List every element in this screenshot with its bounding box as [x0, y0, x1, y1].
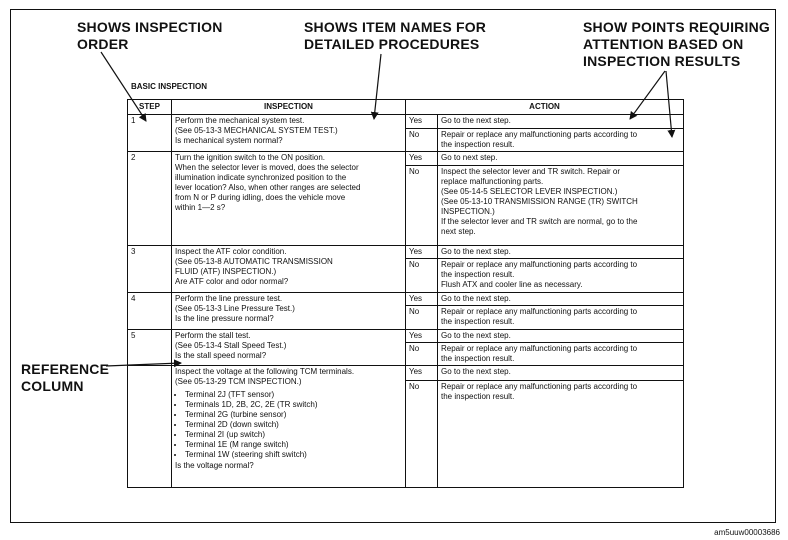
terminal-item: • Terminal 1E (M range switch)	[185, 440, 402, 450]
no-label: No	[406, 381, 438, 488]
action-line: (See 05-14-5 SELECTOR LEVER INSPECTION.)	[441, 187, 618, 196]
section-title: BASIC INSPECTION	[131, 82, 208, 91]
inspection-question: Is the voltage normal?	[175, 461, 254, 470]
inspection-line: Is mechanical system normal?	[175, 136, 283, 145]
inspection-line: (See 05-13-8 AUTOMATIC TRANSMISSION	[175, 257, 333, 266]
step-number: 5	[128, 330, 172, 366]
terminal-item: • Terminals 1D, 2B, 2C, 2E (TR switch)	[185, 400, 402, 410]
callout-line: SHOWS INSPECTION	[77, 19, 223, 35]
callout-line: SHOW POINTS REQUIRING	[583, 19, 770, 35]
inspection-line: illumination indicate synchronized position to the	[175, 173, 347, 182]
yes-label: Yes	[406, 246, 438, 259]
yes-label: Yes	[406, 366, 438, 381]
arrow-reference-column	[106, 363, 181, 366]
inspection-line: Is the stall speed normal?	[175, 351, 267, 360]
step-number: 2	[128, 152, 172, 246]
inspection-line: (See 05-13-3 MECHANICAL SYSTEM TEST.)	[175, 126, 338, 135]
terminal-item: • Terminal 2D (down switch)	[185, 420, 402, 430]
inspection-line: (See 05-13-29 TCM INSPECTION.)	[175, 377, 302, 386]
terminal-item: • Terminal 2J (TFT sensor)	[185, 390, 402, 400]
inspection-line: from N or P during idling, does the vehicle move	[175, 193, 346, 202]
action-line: (See 05-13-10 TRANSMISSION RANGE (TR) SWITCH	[441, 197, 638, 206]
action-line: If the selector lever and TR switch are normal, go to the	[441, 217, 638, 226]
header-step: STEP	[128, 100, 172, 115]
action-line: replace malfunctioning parts.	[441, 177, 544, 186]
action-line: Repair or replace any malfunctioning parts according to	[441, 130, 638, 139]
yes-label: Yes	[406, 330, 438, 343]
action-line: the inspection result.	[441, 270, 515, 279]
yes-label: Yes	[406, 152, 438, 166]
action-line: the inspection result.	[441, 140, 515, 149]
step-number: 3	[128, 246, 172, 293]
inspection-line: FLUID (ATF) INSPECTION.)	[175, 267, 277, 276]
action-line: Go to the next step.	[441, 294, 511, 303]
action-line: Go to the next step.	[441, 331, 511, 340]
inspection-line: Is the line pressure normal?	[175, 314, 274, 323]
terminal-item: • Terminal 2G (turbine sensor)	[185, 410, 402, 420]
callout-line: ATTENTION BASED ON	[583, 36, 744, 52]
no-label: No	[406, 306, 438, 330]
inspection-line: Perform the stall test.	[175, 331, 251, 340]
action-line: Go to next step.	[441, 153, 498, 162]
action-line: the inspection result.	[441, 392, 515, 401]
action-line: next step.	[441, 227, 476, 236]
inspection-line: Inspect the ATF color condition.	[175, 247, 287, 256]
inspection-line: Perform the line pressure test.	[175, 294, 283, 303]
yes-label: Yes	[406, 293, 438, 306]
action-line: Repair or replace any malfunctioning parts according to	[441, 260, 638, 269]
inspection-line: Inspect the voltage at the following TCM terminals.	[175, 367, 355, 376]
step-number: 1	[128, 115, 172, 152]
inspection-line: (See 05-13-4 Stall Speed Test.)	[175, 341, 287, 350]
inspection-line: Are ATF color and odor normal?	[175, 277, 289, 286]
inspection-line: When the selector lever is moved, does the selector	[175, 163, 359, 172]
action-line: Go to the next step.	[441, 116, 511, 125]
callout-line: SHOWS ITEM NAMES FOR	[304, 19, 487, 35]
callout-line: INSPECTION RESULTS	[583, 53, 741, 69]
action-line: Repair or replace any malfunctioning parts according to	[441, 382, 638, 391]
callout-line: COLUMN	[21, 378, 84, 394]
action-line: the inspection result.	[441, 317, 515, 326]
callout-line: ORDER	[77, 36, 129, 52]
inspection-line: Perform the mechanical system test.	[175, 116, 305, 125]
action-line: Flush ATX and cooler line as necessary.	[441, 280, 583, 289]
no-label: No	[406, 166, 438, 246]
no-label: No	[406, 129, 438, 152]
action-line: Go to the next step.	[441, 247, 511, 256]
figure-code: am5uuw00003686	[714, 528, 780, 537]
callout-line: REFERENCE	[21, 361, 110, 377]
arrow-attention-2	[666, 71, 672, 137]
arrow-item-names	[374, 54, 381, 119]
arrow-attention-1	[630, 71, 665, 119]
arrow-inspection-order	[101, 52, 146, 121]
inspection-line: Turn the ignition switch to the ON position.	[175, 153, 325, 162]
callout-line: DETAILED PROCEDURES	[304, 36, 480, 52]
action-line: Inspect the selector lever and TR switch. Repair or	[441, 167, 621, 176]
no-label: No	[406, 343, 438, 366]
header-action: ACTION	[406, 100, 684, 115]
terminal-item: • Terminal 2I (up switch)	[185, 430, 402, 440]
action-line: the inspection result.	[441, 354, 515, 363]
action-line: Repair or replace any malfunctioning parts according to	[441, 307, 638, 316]
action-line: Repair or replace any malfunctioning parts according to	[441, 344, 638, 353]
inspection-line: within 1—2 s?	[175, 203, 226, 212]
no-label: No	[406, 259, 438, 293]
action-line: Go to the next step.	[441, 367, 511, 376]
terminal-item: • Terminal 1W (steering shift switch)	[185, 450, 402, 460]
action-line: INSPECTION.)	[441, 207, 495, 216]
header-inspection: INSPECTION	[172, 100, 406, 115]
yes-label: Yes	[406, 115, 438, 129]
step-number: 4	[128, 293, 172, 330]
inspection-line: (See 05-13-3 Line Pressure Test.)	[175, 304, 295, 313]
inspection-line: lever location? Also, when other ranges are selected	[175, 183, 361, 192]
